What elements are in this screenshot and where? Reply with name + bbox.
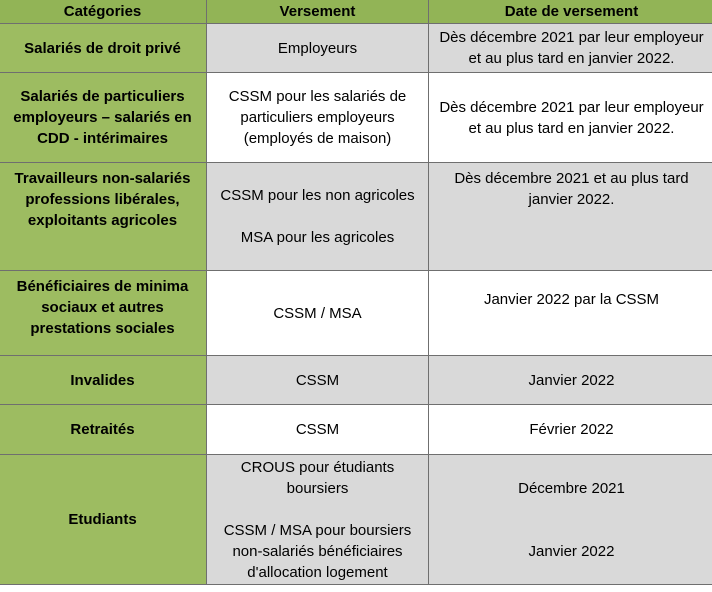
- date-cell: [429, 163, 712, 271]
- payment-cell: [207, 455, 429, 585]
- date-line: et au plus tard en janvier 2022.: [468, 50, 675, 67]
- category-line: Etudiants: [68, 511, 137, 528]
- payment-cell: [207, 163, 429, 271]
- payment-cell: [207, 271, 429, 356]
- payment-line: CSSM / MSA: [273, 304, 362, 322]
- header-versement: Versement: [207, 0, 429, 24]
- payment-cell: [207, 405, 429, 455]
- header-categories: Catégories: [0, 0, 207, 24]
- date-cell: [429, 24, 712, 73]
- category-line: professions libérales,: [25, 191, 180, 208]
- payment-line: CSSM pour les salariés de: [228, 88, 407, 105]
- payment-line: CSSM / MSA pour boursiers: [223, 521, 412, 539]
- category-line: Bénéficiaires de minima: [16, 278, 189, 295]
- payment-line: boursiers: [286, 479, 349, 497]
- category-line: Travailleurs non-salariés: [14, 170, 191, 187]
- payment-cell: [207, 73, 429, 163]
- category-cell: [0, 356, 207, 405]
- date-line: Janvier 2022 par la CSSM: [483, 291, 660, 308]
- date-line: Dès décembre 2021 et au plus tard: [454, 170, 689, 187]
- category-line: Salariés de droit privé: [24, 39, 181, 57]
- payment-line: CSSM pour les non agricoles: [220, 187, 415, 204]
- date-line: Décembre 2021: [518, 479, 625, 497]
- table-row: [0, 24, 712, 73]
- date-cell: [429, 73, 712, 163]
- date-line: Février 2022: [529, 421, 614, 438]
- date-line: et au plus tard en janvier 2022.: [468, 119, 675, 137]
- category-line: exploitants agricoles: [27, 212, 178, 229]
- payment-cell: [207, 24, 429, 73]
- table-row: [0, 356, 712, 405]
- table-row: [0, 405, 712, 455]
- category-cell: [0, 73, 207, 163]
- payment-line: CSSM: [295, 421, 340, 438]
- date-cell: [429, 271, 712, 356]
- date-line: Janvier 2022: [528, 542, 615, 560]
- category-line: prestations sociales: [30, 320, 175, 337]
- category-cell: [0, 24, 207, 73]
- category-cell: [0, 163, 207, 271]
- category-cell: [0, 405, 207, 455]
- header-row: [0, 0, 712, 24]
- category-line: Invalides: [70, 371, 135, 389]
- date-line: Dès décembre 2021 par leur employeur: [439, 98, 704, 116]
- payment-line: MSA pour les agricoles: [240, 229, 395, 246]
- category-line: sociaux et autres: [41, 299, 164, 316]
- category-line: Salariés de particuliers: [20, 88, 185, 105]
- date-line: janvier 2022.: [528, 191, 615, 208]
- category-line: CDD - intérimaires: [37, 130, 168, 147]
- header-date-versement: Date de versement: [429, 0, 712, 24]
- date-cell: [429, 455, 712, 585]
- table-row: [0, 271, 712, 356]
- table-row: [0, 163, 712, 271]
- category-cell: [0, 271, 207, 356]
- category-line: Retraités: [70, 421, 135, 438]
- payment-line: d'allocation logement: [247, 563, 388, 581]
- date-cell: [429, 356, 712, 405]
- payment-line: (employés de maison): [243, 130, 392, 147]
- payment-line: particuliers employeurs: [240, 109, 395, 126]
- date-line: Janvier 2022: [528, 371, 615, 389]
- payment-line: non-salariés bénéficiaires: [232, 542, 403, 560]
- table-row: [0, 73, 712, 163]
- date-cell: [429, 405, 712, 455]
- payment-line: CROUS pour étudiants: [240, 458, 395, 476]
- payment-line: Employeurs: [277, 39, 358, 57]
- category-cell: [0, 455, 207, 585]
- payment-line: CSSM: [295, 371, 340, 389]
- payment-cell: [207, 356, 429, 405]
- date-line: Dès décembre 2021 par leur employeur: [439, 29, 704, 46]
- table-row: [0, 455, 712, 585]
- category-line: employeurs – salariés en: [13, 109, 192, 126]
